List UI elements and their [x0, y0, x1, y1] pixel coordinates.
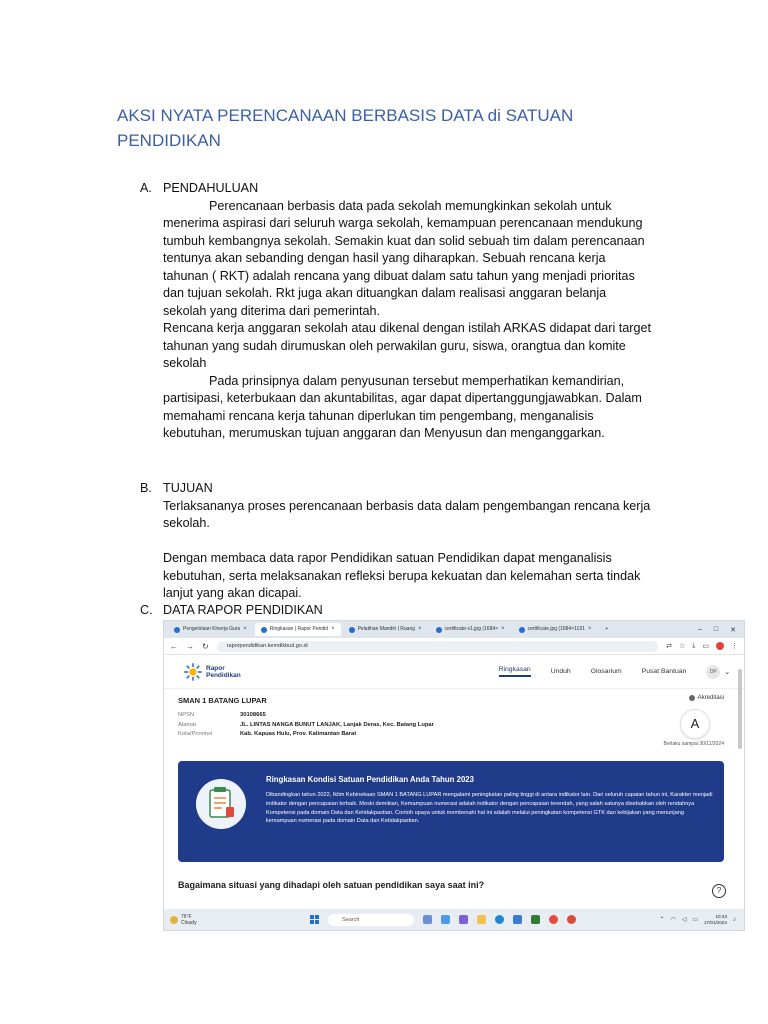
field-row: Alamat JL. LINTAS NANGA BUNUT LANJAK, Lanjak Deras, Kec. Batang Lupar: [178, 721, 434, 728]
reload-icon[interactable]: ↻: [202, 641, 209, 651]
question-heading: Bagaimana situasi yang dihadapi oleh satuan pendidikan saya saat ini?: [178, 880, 485, 890]
section-heading: PENDAHULUAN: [163, 181, 259, 195]
paragraph: Dengan membaca data rapor Pendidikan satuan Pendidikan dapat menganalisis kebutuhan, serta melaksanakan refleksi berupa kekuatan dan kelemahan serta tindak lanjut yang akan dicapai.: [163, 551, 641, 600]
store-icon[interactable]: [513, 915, 522, 924]
close-icon[interactable]: ×: [501, 626, 505, 632]
close-window-icon[interactable]: ✕: [730, 626, 736, 634]
field-row: Kota/Provinsi Kab. Kapuas Hulu, Prov. Kalimantan Barat: [178, 731, 357, 737]
chevron-up-icon[interactable]: ⌃: [659, 917, 665, 923]
browser-tabbar: [164, 621, 744, 638]
system-clock[interactable]: 10:43 17/01/2024: [704, 913, 727, 925]
info-icon: [689, 695, 695, 701]
nav-glosarium[interactable]: Glosarium: [590, 668, 622, 675]
back-icon[interactable]: ←: [170, 641, 178, 651]
close-icon[interactable]: ×: [243, 626, 247, 632]
url-input[interactable]: raporpendidikan.kemdikbud.go.id: [217, 641, 658, 652]
tab-favicon-icon: [174, 627, 180, 633]
nav-ringkasan[interactable]: Ringkasan: [499, 666, 531, 677]
taskbar-search-input[interactable]: Search: [328, 914, 414, 926]
banner-title: Ringkasan Kondisi Satuan Pendidikan Anda Tahun 2023: [266, 775, 474, 784]
akreditasi-grade: A: [680, 709, 710, 739]
star-icon[interactable]: ☆: [678, 643, 686, 650]
berlaku-text: Berlaku sampai 30/11/2024: [663, 741, 724, 747]
nav-pusat-bantuan[interactable]: Pusat Bantuan: [641, 668, 687, 675]
chrome-profile-icon[interactable]: [567, 915, 576, 924]
weather-icon: [170, 916, 178, 924]
widgets-icon[interactable]: [441, 915, 450, 924]
close-icon[interactable]: ×: [587, 626, 592, 632]
volume-icon[interactable]: ◁: [681, 917, 687, 923]
rapor-screenshot: [163, 620, 745, 931]
weather-temp: 76°F: [181, 913, 192, 920]
battery-icon[interactable]: ▭: [692, 917, 698, 923]
translate-icon[interactable]: ⇄: [666, 643, 672, 650]
weather-desc: Cloudy: [181, 919, 197, 926]
profile-icon[interactable]: [716, 642, 724, 650]
tab-favicon-icon: [436, 627, 442, 633]
notification-icon[interactable]: ♪: [733, 916, 736, 923]
user-menu[interactable]: [706, 665, 730, 679]
forward-icon[interactable]: →: [186, 641, 194, 651]
edge-icon[interactable]: [495, 915, 504, 924]
address-bar: [164, 638, 744, 655]
section-pendahuluan: [140, 180, 660, 443]
school-info: [164, 689, 744, 757]
section-data-rapor: [140, 602, 660, 620]
avatar: DP: [706, 665, 720, 679]
menu-icon[interactable]: ⋮: [731, 643, 738, 650]
new-tab-button[interactable]: +: [599, 623, 614, 636]
browser-tab[interactable]: Pengelolaan Kinerja Guru ×: [168, 623, 253, 636]
help-button[interactable]: ?: [712, 884, 726, 898]
banner-text: Dibandingkan tahun 2022, Iklim Kebinekaan SMAN 1 BATANG LUPAR mengalami peningkatan paling tinggi di antara indikator lain. Dari seluruh capaian tahun ini, Karakter menjadi indikator dengan pencapaian terbaik. Meski demikian, Kemampuan numerasi adalah indikator dengan pencapaian terendah, yang salah satunya disebabkan oleh rendahnya Kompetensi pada domain Data dan Ketidakpastian. Contoh upaya untuk membenahi hal ini adalah melalui peningkatan kompetensi GTK dan kebijakan yang menunjang kemampuan numerasi pada domain Data dan Ketidakpastian.: [266, 792, 713, 825]
app-header: [164, 655, 744, 689]
close-icon[interactable]: ×: [418, 626, 422, 632]
report-illustration-icon: [196, 779, 246, 829]
rapor-logo[interactable]: [184, 663, 241, 681]
extension-icon[interactable]: ▭: [702, 643, 709, 650]
akreditasi-label: Akreditasi: [689, 695, 724, 701]
tab-favicon-icon: [261, 627, 267, 633]
logo-line: Rapor: [206, 664, 225, 672]
paragraph: Terlaksananya proses perencanaan berbasis data dalam pengembangan rencana kerja sekolah.: [163, 498, 651, 530]
browser-tab[interactable]: Pelatihan Mandiri | Ruang ×: [343, 623, 428, 636]
windows-start-icon[interactable]: [310, 915, 319, 924]
task-view-icon[interactable]: [423, 915, 432, 924]
wifi-icon[interactable]: ◠: [670, 917, 676, 923]
download-icon[interactable]: ⤓: [692, 642, 696, 649]
section-heading: TUJUAN: [163, 481, 213, 495]
browser-tab[interactable]: certificate-v1.jpg (1684× ×: [430, 623, 511, 636]
windows-taskbar: [164, 909, 744, 930]
paragraph: Pada prinsipnya dalam penyusunan tersebut memperhatikan kemandirian, partisipasi, keterbukaan dan akuntabilitas, agar dapat dipertanggungjawabkan. Dalam memahami rencana kerja tahunan diperlukan tim pengembang, menganalisis kebutuhan, merumuskan tujuan anggaran dan Menyusun dan menganggarkan.: [163, 373, 642, 440]
chevron-down-icon: ⌄: [724, 668, 730, 676]
section-tujuan: [140, 480, 660, 603]
file-explorer-icon[interactable]: [477, 915, 486, 924]
section-letter: A.: [140, 181, 152, 195]
section-heading: DATA RAPOR PENDIDIKAN: [163, 603, 323, 617]
tab-favicon-icon: [349, 627, 355, 633]
app-nav: [499, 665, 730, 679]
field-row: NPSN 30108665: [178, 712, 266, 718]
school-name: SMAN 1 BATANG LUPAR: [178, 696, 267, 705]
chat-icon[interactable]: [459, 915, 468, 924]
paragraph: Perencanaan berbasis data pada sekolah memungkinkan sekolah untuk menerima aspirasi dari seluruh warga sekolah, kemampuan perencanaan mendukung tumbuh kembangnya sekolah. Semakin kuat dan solid sebuah tim dalam perencanaan tentunya akan sebanding dengan hasil yang diharapkan. Sebuah rencana kerja tahunan ( RKT) adalah rencana yang dibuat dalam satu tahun yang menjadi prioritas dan tujuan sekolah. Rkt juga akan dituangkan dalam realisasi anggaran belanja sekolah yang diterima dari pemerintah.: [163, 198, 645, 318]
browser-tab-active[interactable]: Ringkasan | Rapor Pendid ×: [255, 623, 341, 636]
rapor-logo-icon: [184, 663, 202, 681]
document-title: AKSI NYATA PERENCANAAN BERBASIS DATA di SATUAN PENDIDIKAN: [117, 106, 574, 150]
chrome-icon[interactable]: [549, 915, 558, 924]
app-icon[interactable]: [531, 915, 540, 924]
logo-line: Pendidikan: [206, 671, 241, 679]
nav-unduh[interactable]: Unduh: [550, 668, 571, 675]
minimize-icon[interactable]: –: [697, 625, 702, 633]
summary-banner: [178, 761, 724, 862]
weather-widget[interactable]: [170, 914, 197, 926]
paragraph: Rencana kerja anggaran sekolah atau dikenal dengan istilah ARKAS didapat dari target tahunan yang sudah dirumuskan oleh perwakilan guru, siswa, orangtua dan komite sekolah: [163, 321, 651, 370]
close-icon[interactable]: ×: [331, 626, 335, 632]
section-letter: C.: [140, 603, 153, 617]
section-letter: B.: [140, 481, 152, 495]
scrollbar[interactable]: [738, 669, 742, 749]
tab-favicon-icon: [519, 627, 525, 633]
browser-tab[interactable]: certificate.jpg (1684×1191 ×: [513, 623, 598, 636]
maximize-icon[interactable]: □: [713, 625, 719, 633]
